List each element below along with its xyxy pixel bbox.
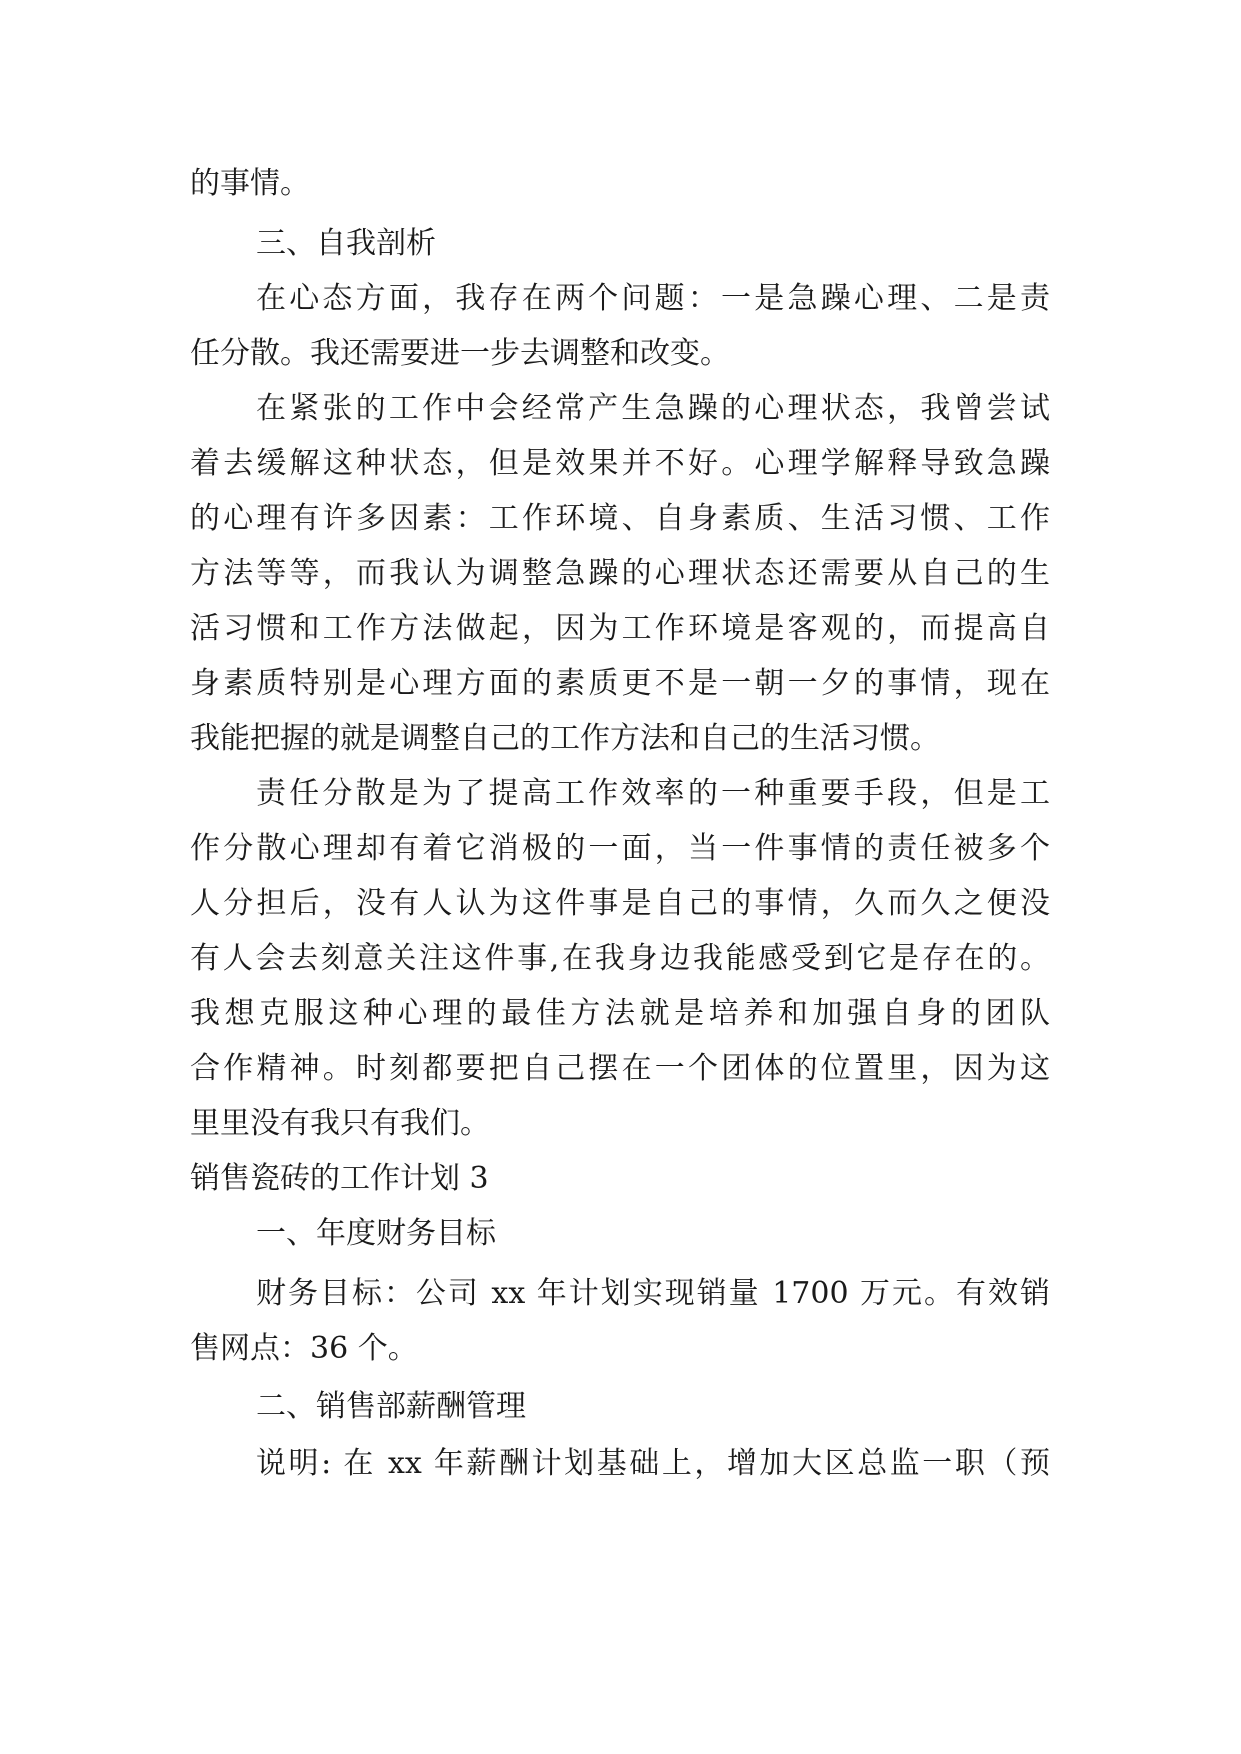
text-line: 里里没有我只有我们。 bbox=[190, 1106, 490, 1141]
text-line: 着去缓解这种状态，但是效果并不好。心理学解释导致急躁 bbox=[190, 446, 1050, 481]
text-line: 的心理有许多因素：工作环境、自身素质、生活习惯、工作 bbox=[190, 501, 1050, 536]
text-line: 在紧张的工作中会经常产生急躁的心理状态，我曾尝试 bbox=[256, 391, 1050, 426]
text-line: 说明: 在 xx 年薪酬计划基础上，增加大区总监一职（预 bbox=[256, 1446, 1050, 1481]
section-heading: 三、自我剖析 bbox=[256, 226, 436, 261]
text-line: 我能把握的就是调整自己的工作方法和自己的生活习惯。 bbox=[190, 721, 940, 756]
text-line: 财务目标：公司 xx 年计划实现销量 1700 万元。有效销 bbox=[256, 1276, 1050, 1311]
text-line: 任分散。我还需要进一步去调整和改变。 bbox=[190, 336, 730, 371]
text-line: 的事情。 bbox=[190, 166, 310, 201]
text-line: 在心态方面，我存在两个问题：一是急躁心理、二是责 bbox=[256, 281, 1050, 316]
text-line: 合作精神。时刻都要把自己摆在一个团体的位置里，因为这 bbox=[190, 1051, 1050, 1086]
section-heading: 一、年度财务目标 bbox=[256, 1216, 496, 1251]
text-line: 有人会去刻意关注这件事,在我身边我能感受到它是存在的。 bbox=[190, 941, 1050, 976]
text-line: 作分散心理却有着它消极的一面，当一件事情的责任被多个 bbox=[190, 831, 1050, 866]
text-line: 身素质特别是心理方面的素质更不是一朝一夕的事情，现在 bbox=[190, 666, 1050, 701]
plan-title: 销售瓷砖的工作计划 3 bbox=[190, 1161, 489, 1196]
section-heading: 二、销售部薪酬管理 bbox=[256, 1389, 526, 1424]
text-line: 我想克服这种心理的最佳方法就是培养和加强自身的团队 bbox=[190, 996, 1050, 1031]
text-line: 人分担后，没有人认为这件事是自己的事情，久而久之便没 bbox=[190, 886, 1050, 921]
text-line: 售网点：36 个。 bbox=[190, 1331, 418, 1366]
text-line: 方法等等，而我认为调整急躁的心理状态还需要从自己的生 bbox=[190, 556, 1050, 591]
text-line: 责任分散是为了提高工作效率的一种重要手段，但是工 bbox=[256, 776, 1050, 811]
text-line: 活习惯和工作方法做起，因为工作环境是客观的，而提高自 bbox=[190, 611, 1050, 646]
